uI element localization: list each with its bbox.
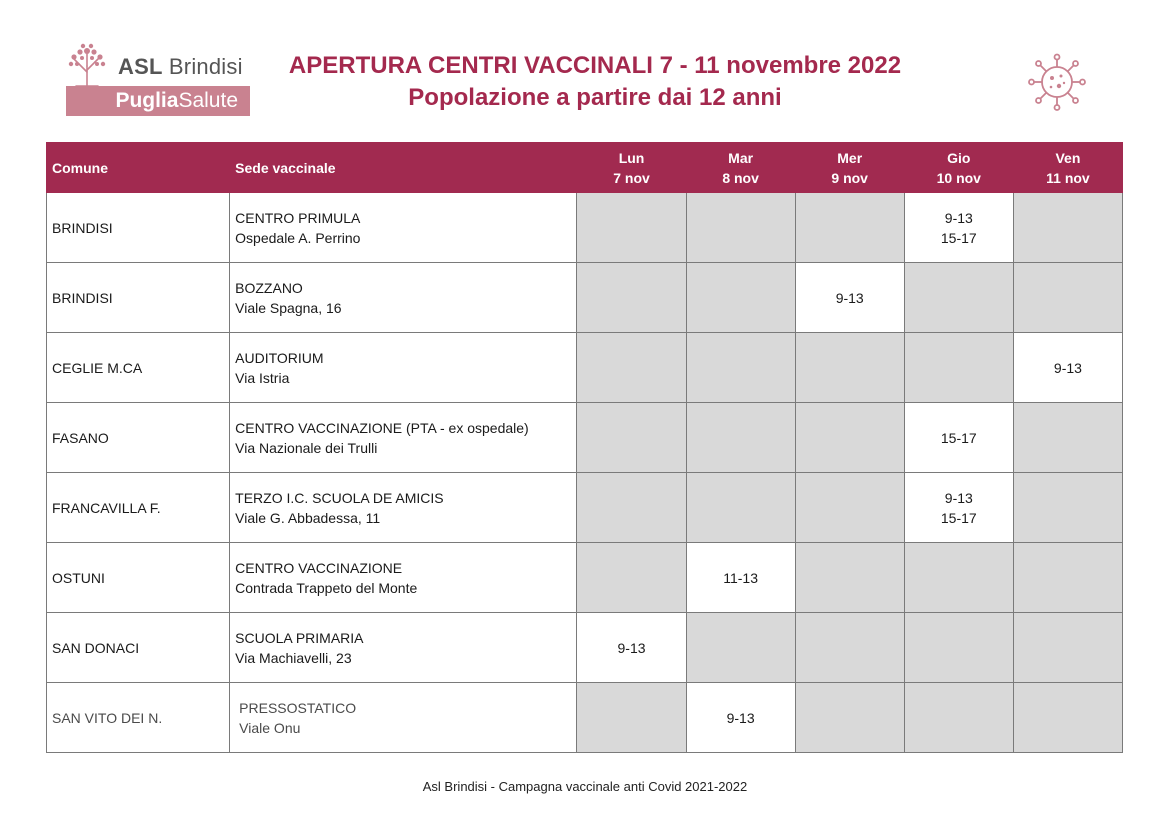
cell-comune: BRINDISI: [47, 193, 230, 263]
slot-closed: [1013, 473, 1122, 543]
title-line-1: APERTURA CENTRI VACCINALI 7 - 11 novembre 2022: [288, 52, 902, 79]
cell-sede: [230, 683, 577, 753]
page-title: [270, 50, 920, 114]
table-row: [47, 473, 1123, 543]
slot-closed: [686, 473, 795, 543]
site-name: PRESSOSTATICO: [239, 699, 357, 716]
slot-time: 11-13: [723, 569, 758, 586]
site-name: CENTRO VACCINAZIONE (PTA - ex ospedale): [235, 419, 529, 436]
slot-closed: [1013, 613, 1122, 683]
site-address: Via Nazionale dei Trulli: [235, 439, 378, 456]
site-address: Viale Spagna, 16: [235, 299, 342, 316]
slot-closed: [795, 543, 904, 613]
column-header-day: Lun 7 nov: [577, 143, 686, 193]
slot-closed: [686, 193, 795, 263]
column-header-comune: Comune: [47, 143, 230, 193]
slot-open: [904, 473, 1013, 543]
table-row: [47, 543, 1123, 613]
slot-closed: [577, 683, 686, 753]
column-header-day: Ven 11 nov: [1013, 143, 1122, 193]
title-line-2: Popolazione a partire dai 12 anni: [408, 84, 782, 111]
cell-sede: [230, 403, 577, 473]
cell-comune: SAN VITO DEI N.: [47, 683, 230, 753]
slot-time: 15-17: [940, 429, 977, 446]
footer-note: Asl Brindisi - Campagna vaccinale anti Covid 2021-2022: [422, 779, 748, 794]
slot-closed: [686, 333, 795, 403]
slot-time: 9-13: [617, 639, 646, 656]
slot-closed: [904, 683, 1013, 753]
column-header-day: Mer 9 nov: [795, 143, 904, 193]
slot-open: [686, 543, 795, 613]
slot-closed: [795, 613, 904, 683]
site-name: SCUOLA PRIMARIA: [235, 629, 364, 646]
slot-time: 9-13: [835, 289, 864, 306]
tree-logo-icon: [64, 42, 110, 88]
cell-comune: CEGLIE M.CA: [47, 333, 230, 403]
slot-closed: [1013, 263, 1122, 333]
slot-open: [577, 613, 686, 683]
slot-closed: [1013, 193, 1122, 263]
cell-comune: FRANCAVILLA F.: [47, 473, 230, 543]
slot-closed: [795, 193, 904, 263]
cell-sede: [230, 543, 577, 613]
table-row: [47, 263, 1123, 333]
cell-comune: OSTUNI: [47, 543, 230, 613]
slot-time: 9-13: [1053, 359, 1082, 376]
slot-closed: [795, 403, 904, 473]
slot-open: [686, 683, 795, 753]
site-name: AUDITORIUM: [235, 349, 324, 366]
slot-closed: [795, 333, 904, 403]
column-header-day: Gio 10 nov: [904, 143, 1013, 193]
cell-sede: [230, 333, 577, 403]
slot-open: [904, 193, 1013, 263]
slot-time: 9-13: [944, 489, 973, 506]
slot-open: [1013, 333, 1122, 403]
slot-closed: [577, 403, 686, 473]
slot-closed: [686, 613, 795, 683]
slot-closed: [577, 263, 686, 333]
site-name: TERZO I.C. SCUOLA DE AMICIS: [235, 489, 444, 506]
cell-sede: [230, 473, 577, 543]
cell-comune: BRINDISI: [47, 263, 230, 333]
logo-bar: PugliaSalute: [66, 86, 250, 116]
slot-closed: [795, 473, 904, 543]
asl-logo: [64, 42, 254, 120]
slot-closed: [686, 263, 795, 333]
slot-closed: [904, 263, 1013, 333]
slot-time: 15-17: [940, 229, 977, 246]
cell-sede: [230, 193, 577, 263]
slot-closed: [577, 333, 686, 403]
slot-closed: [1013, 683, 1122, 753]
slot-time: 9-13: [944, 209, 973, 226]
site-address: Via Istria: [235, 369, 290, 386]
site-address: Viale G. Abbadessa, 11: [235, 509, 381, 526]
site-address: Viale Onu: [239, 719, 301, 736]
slot-closed: [1013, 403, 1122, 473]
site-address: Via Machiavelli, 23: [235, 649, 352, 666]
table-row: [47, 193, 1123, 263]
column-header-day: Mar 8 nov: [686, 143, 795, 193]
site-name: CENTRO PRIMULA: [235, 209, 361, 226]
slot-open: [795, 263, 904, 333]
slot-closed: [904, 613, 1013, 683]
cell-sede: [230, 613, 577, 683]
table-header-row: [47, 143, 1123, 193]
site-address: Ospedale A. Perrino: [235, 229, 361, 246]
slot-closed: [795, 683, 904, 753]
slot-time: 9-13: [726, 709, 755, 726]
cell-comune: SAN DONACI: [47, 613, 230, 683]
column-header-sede: Sede vaccinale: [230, 143, 577, 193]
cell-comune: FASANO: [47, 403, 230, 473]
table-row: [47, 403, 1123, 473]
slot-open: [904, 403, 1013, 473]
slot-closed: [904, 333, 1013, 403]
table-row: [47, 333, 1123, 403]
site-address: Contrada Trappeto del Monte: [235, 579, 418, 596]
site-name: BOZZANO: [235, 279, 303, 296]
cell-sede: [230, 263, 577, 333]
vaccination-schedule-table: [46, 142, 1123, 753]
logo-brand: ASL Brindisi: [118, 54, 243, 79]
table-body: [47, 193, 1123, 753]
virus-icon: [1026, 53, 1088, 111]
slot-closed: [1013, 543, 1122, 613]
slot-closed: [577, 543, 686, 613]
slot-closed: [904, 543, 1013, 613]
slot-closed: [686, 403, 795, 473]
site-name: CENTRO VACCINAZIONE: [235, 559, 403, 576]
slot-closed: [577, 193, 686, 263]
table-row: [47, 613, 1123, 683]
slot-time: 15-17: [940, 509, 977, 526]
slot-closed: [577, 473, 686, 543]
table-row: [47, 683, 1123, 753]
